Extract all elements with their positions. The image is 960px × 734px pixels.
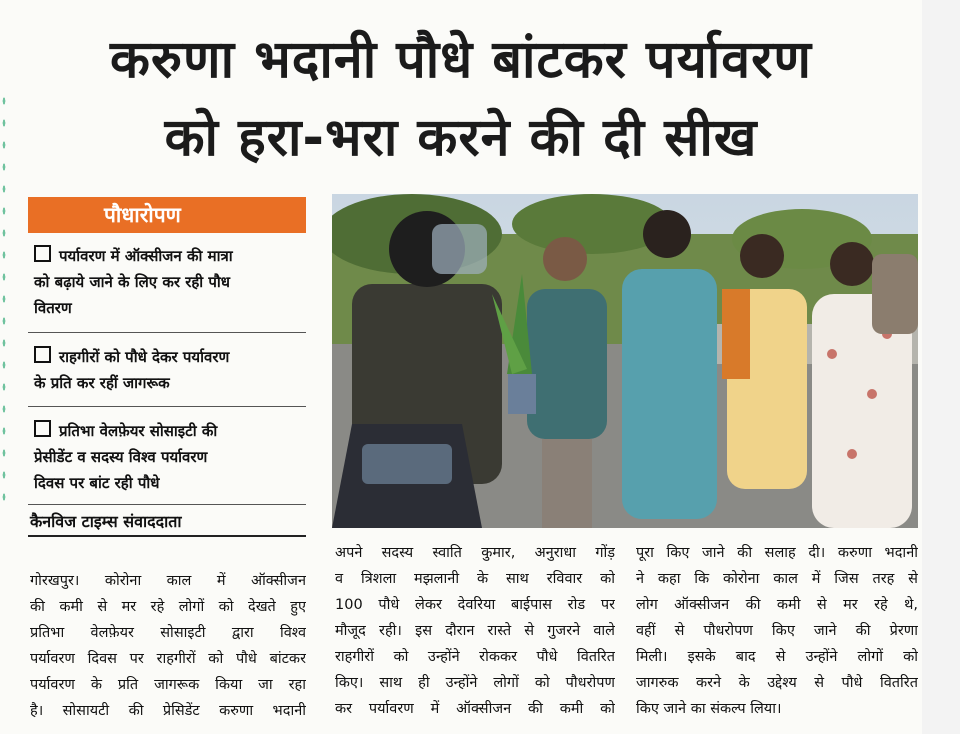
highlight-item-3: प्रतिभा वेलफ़ेयर सोसाइटी की प्रेसीडेंट व सदस्य विश्व पर्यावरण दिवस पर बांट रही पौधे bbox=[34, 422, 218, 492]
highlight-item-2: राहगीरों को पौधे देकर पर्यावरण के प्रति कर रहीं जागरूक bbox=[34, 348, 230, 392]
byline-rule bbox=[28, 535, 306, 537]
divider bbox=[28, 406, 306, 407]
divider bbox=[28, 332, 306, 333]
category-tag: पौधारोपण bbox=[28, 197, 306, 233]
news-photo bbox=[332, 194, 918, 528]
article-column-2: अपने सदस्य स्वाति कुमार, अनुराधा गोंड़ व त्रिशला मझलानी के साथ रविवार को 100 पौधे लेकर देवरिया बाईपास रोड पर मौजूद रही। इस दौरान रास्ते से गुजरने वाले राहगीरों को उन्होंने रोककर पौधे वितरित किए। साथ ही उन्होंने लोगों को पौधरोपण कर पर्यावरण में ऑक्सीजन की कमी को bbox=[335, 545, 615, 717]
checkbox-bullet-icon bbox=[34, 420, 51, 437]
photo-illustration bbox=[332, 194, 918, 528]
viewer-margin bbox=[922, 0, 960, 734]
article-column-3: पूरा किए जाने की सलाह दी। करुणा भदानी ने कहा कि कोरोना काल में जिस तरह से लोग ऑक्सीजन की कमी से मर रहे थे, वहीं से पौधरोपण किए जाने की प्रेरणा मिली। इसके बाद से उन्होंने लोगों को जागरुक करने के उद्देश्य से पौधे वितरित किए जाने का संकल्प लिया। bbox=[636, 545, 918, 717]
divider bbox=[28, 504, 306, 505]
checkbox-bullet-icon bbox=[34, 346, 51, 363]
checkbox-bullet-icon bbox=[34, 245, 51, 262]
highlight-item-1: पर्यावरण में ऑक्सीजन की मात्रा को बढ़ाये जाने के लिए कर रही पौध वितरण bbox=[34, 247, 233, 317]
article-column-1: गोरखपुर। कोरोना काल में ऑक्सीजन की कमी से मर रहे लोगों को देखते हुए प्रतिभा वेलफ़ेयर सोसाइटी द्वारा विश्व पर्यावरण दिवस पर राहगीरों को पौधे बांटकर पर्यावरण के प्रति जागरूक किया जा रहा है। सोसायटी की प्रेसिडेंट करुणा भदानी bbox=[30, 573, 306, 719]
headline-line-2: को हरा-भरा करने की दी सीख bbox=[164, 108, 758, 168]
byline: कैनविज टाइम्स संवाददाता bbox=[30, 512, 182, 531]
headline-line-1: करुणा भदानी पौधे बांटकर पर्यावरण bbox=[110, 30, 812, 90]
